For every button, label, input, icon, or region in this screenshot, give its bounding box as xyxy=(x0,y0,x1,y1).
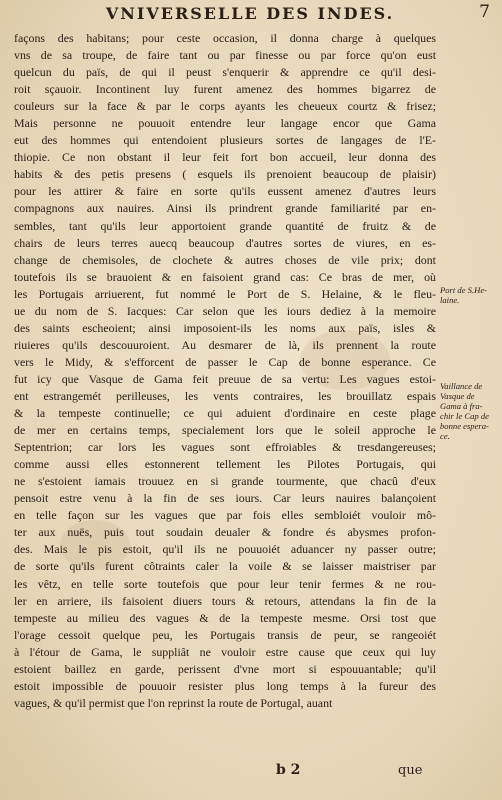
text-line: l'orage cessoit quelque peu, les Portugais transis de peur, se rangeoiét xyxy=(14,627,436,642)
text-line: des saints escheoient; ainsi imposoient-ils les noms aux païs, isles & xyxy=(14,320,436,335)
text-line: ue du nom de S. Iacques: Car selon que les iours dediez à la memoire xyxy=(14,303,436,318)
text-line: vagues, & qu'il permist que l'on reprinst la route de Portugal, auant xyxy=(14,695,333,710)
text-line: riuieres qu'ils descouuroient. Au desmarer de là, ils prennent la route xyxy=(14,337,436,352)
text-line: chairs de leurs terres auecq beaucoup d'autres sortes de viures, en es- xyxy=(14,235,436,250)
page-number: 7 xyxy=(479,2,490,22)
text-line: estoit impossible de pouuoir resister plus long temps à la fureur des xyxy=(14,678,436,693)
text-line: les vêtz, en telle sorte toutefois que pour leur tenir fermes & ne rou- xyxy=(14,576,436,591)
margin-note-line: Port de S.He- xyxy=(440,285,488,295)
text-line: roit sçauoir. Incontinent luy furent amenez des hommes bigarrez de xyxy=(14,82,436,97)
margin-note-line: Vasque de xyxy=(440,391,475,401)
text-line: Mais personne ne pouuoit entendre leur langage encor que Gama xyxy=(14,116,436,131)
text-line: vers le Midy, & s'efforcent de passer le Cap de bonne esperance. Ce xyxy=(14,354,436,369)
main-text-block xyxy=(14,30,436,712)
text-line: ler en arriere, ils faisoient diuers tours & retours, attendans la fin de la xyxy=(14,593,436,608)
text-line: en telle façon sur les vagues que par fois elles sembloiét vouloir mô- xyxy=(14,508,436,523)
margin-note-port xyxy=(440,285,487,305)
running-title: VNIVERSELLE DES INDES. xyxy=(105,4,395,23)
text-line: les Portugais arriuerent, fut nommé le Port de S. Helaine, & le fleu- xyxy=(14,286,436,301)
text-line: estoient baillez en garde, perissent d'vne mort si espouuantable; qu'il xyxy=(14,661,436,676)
text-line: couleurs sur la face & par le corps ayants les cheueux courtz & frisez; xyxy=(14,99,436,114)
text-line: eut des hommes qui entendoient plusieurs sortes de langages de l'E- xyxy=(14,133,436,148)
text-line: & la tempeste continuelle; ce qui aduient d'ordinaire en ceste plage xyxy=(14,406,436,421)
text-line: ter aux nuës, puis tout soudain deualer & fondre és abysmes profon- xyxy=(14,525,436,540)
catchword: que xyxy=(398,763,423,778)
text-line: habits & des petis presens ( esquels ils prenoient beaucoup de plaisir) xyxy=(14,167,436,182)
text-line: compagnons aux nauires. Ainsi ils prindrent grande familiarité par en- xyxy=(14,201,436,216)
text-line: des. Mais le pis estoit, qu'il ils ne pouuoiét aduancer ny passer outre; xyxy=(14,542,436,557)
text-line: change de chemisoles, de clochete & autres choses de vile prix; dont xyxy=(14,252,436,267)
margin-note-vaillance xyxy=(440,381,489,441)
text-line: pour les attirer & faire en sorte qu'ils eussent amenez d'autres leurs xyxy=(14,184,436,199)
text-line: Septentrion; car lors les vagues sont effroiables & tresdangereuses; xyxy=(14,440,436,455)
text-line: thiopie. Ce non obstant il leur feit fort bon accueil, leur donna des xyxy=(14,150,436,165)
text-line: pensoit estre venu à la fin de ses iours. Car leurs nauires balançoient xyxy=(14,491,436,506)
text-line: à l'étour de Gama, le suppliât ne vouloir estre cause que ceux qui luy xyxy=(14,644,436,659)
text-line: sembles, tant qu'ils leur apportoient grande quantité de fruitz & de xyxy=(14,218,436,233)
text-line: façons des habitans; pour ceste occasion, il donna charge à quelques xyxy=(14,31,436,45)
margin-note-line: ce. xyxy=(440,431,450,441)
text-line: de mer en certains temps, specialement lors que le soleil approche le xyxy=(14,423,436,438)
margin-note-line: Gama à fra- xyxy=(440,401,483,411)
margin-note-line: chir le Cap de xyxy=(440,411,489,421)
margin-note-line: bonne espera- xyxy=(440,421,489,431)
text-line: comme aussi elles estonnerent tellement les Pilotes Portugais, qui xyxy=(14,457,436,472)
text-line: fut icy que Vasque de Gama feit preuue de sa vertu: Les vagues estoi- xyxy=(14,371,436,386)
signature-mark: b 2 xyxy=(276,762,301,778)
text-line: ne s'estoient iamais trouuez en si grande tourmente, que chacû d'eux xyxy=(14,474,436,489)
text-line: tempeste au milieu des vagues & de la tempeste mesme. Orsi tost que xyxy=(14,610,436,625)
text-line: ent estrangemét perilleuses, les vents contraires, les brouillatz espais xyxy=(14,388,436,403)
text-line: quelcun du païs, de qui il peust s'enquerir & apprendre ce qu'il desi- xyxy=(14,65,436,80)
text-line: de sorte qu'ils furent côtraints caler la voile & se laisser maistriser par xyxy=(14,559,436,574)
margin-note-line: laine. xyxy=(440,295,460,305)
text-line: vns de sa troupe, de faire tant ou par finesse ou par force qu'on eust xyxy=(14,48,436,63)
margin-note-line: Vaillance de xyxy=(440,381,483,391)
text-line: toutefois ils se brauoient & en faisoient grand cas: Ce bras de mer, où xyxy=(14,269,436,284)
